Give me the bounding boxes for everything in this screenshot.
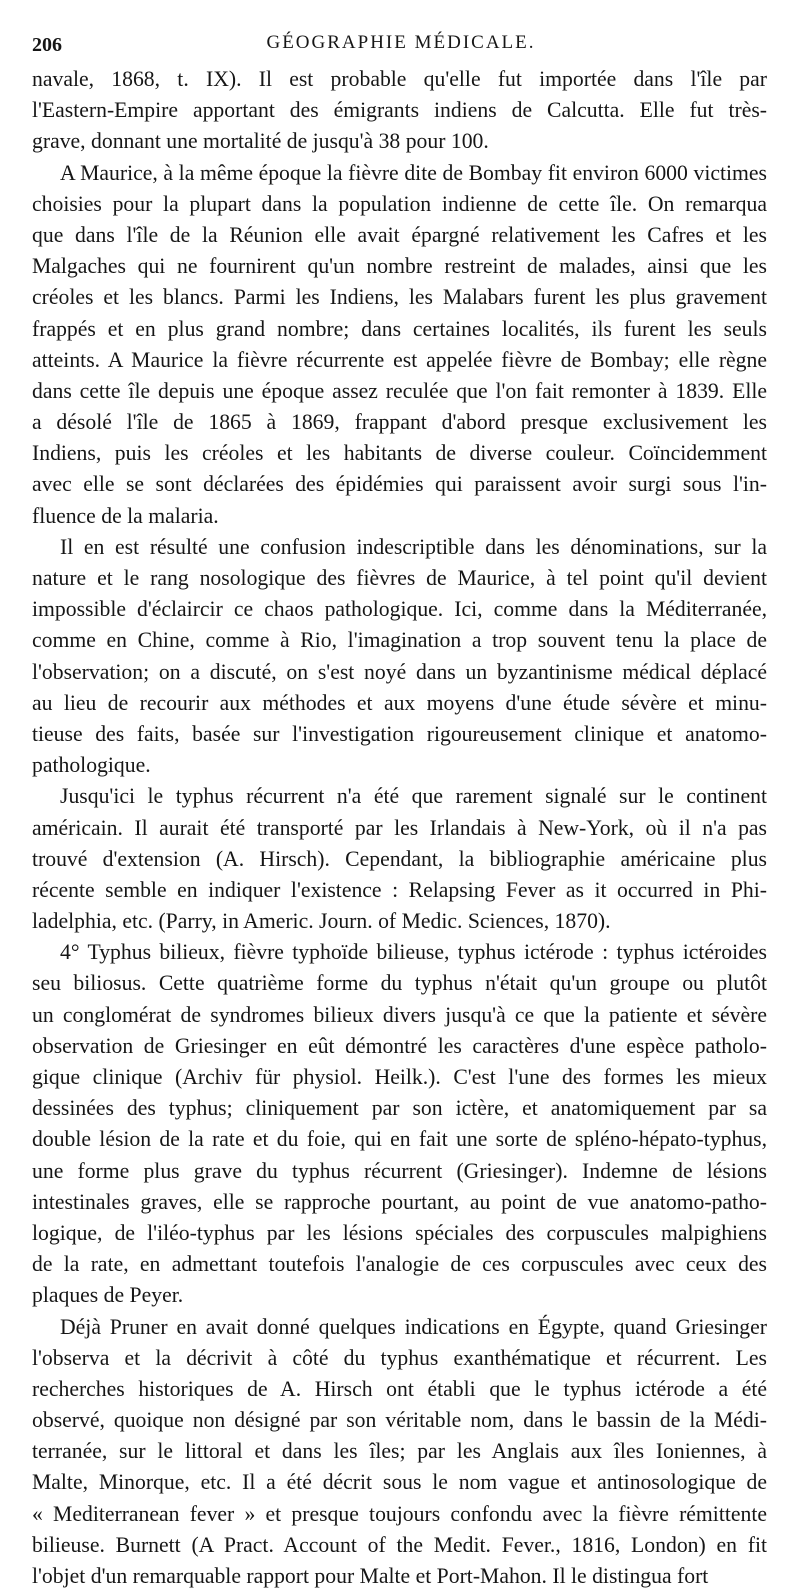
text-line: Malgaches qui ne fournirent qu'un nombre restreint de malades, ainsi que les xyxy=(32,251,767,282)
text-line: américain. Il aurait été transporté par les Irlandais à New-York, où il n'a pas xyxy=(32,813,767,844)
paragraph xyxy=(32,781,767,937)
text-line: Jusqu'ici le typhus récurrent n'a été que rarement signalé sur le continent xyxy=(32,781,767,812)
text-line: navale, 1868, t. IX). Il est probable qu'elle fut importée dans l'île par xyxy=(32,64,767,95)
text-line: un conglomérat de syndromes bilieux divers jusqu'à ce que la patiente et sévère xyxy=(32,1000,767,1031)
paragraph xyxy=(32,158,767,532)
text-line: trouvé d'extension (A. Hirsch). Cependant, la bibliographie américaine plus xyxy=(32,844,767,875)
text-line: l'objet d'un remarquable rapport pour Malte et Port-Mahon. Il le distingua fort xyxy=(32,1561,767,1592)
paragraph xyxy=(32,64,767,158)
text-line: dessinées des typhus; cliniquement par son ictère, et anatomiquement par sa xyxy=(32,1093,767,1124)
text-line: observation de Griesinger en eût démontré les caractères d'une espèce patholo- xyxy=(32,1031,767,1062)
text-line: bilieuse. Burnett (A Pract. Account of the Medit. Fever., 1816, London) en fit xyxy=(32,1530,767,1561)
text-line: créoles et les blancs. Parmi les Indiens, les Malabars furent les plus gravement xyxy=(32,282,767,313)
text-line: grave, donnant une mortalité de jusqu'à 38 pour 100. xyxy=(32,126,767,157)
text-line: choisies pour la plupart dans la population indienne de cette île. On remarqua xyxy=(32,189,767,220)
text-line: ladelphia, etc. (Parry, in Americ. Journ. of Medic. Sciences, 1870). xyxy=(32,906,767,937)
page-number: 206 xyxy=(32,34,62,57)
text-line: atteints. A Maurice la fièvre récurrente est appelée fièvre de Bombay; elle règne xyxy=(32,345,767,376)
text-line: Malte, Minorque, etc. Il a été décrit sous le nom vague et antinosologique de xyxy=(32,1467,767,1498)
running-title: GÉOGRAPHIE MÉDICALE. xyxy=(32,32,770,54)
text-line: impossible d'éclaircir ce chaos pathologique. Ici, comme dans la Méditerranée, xyxy=(32,594,767,625)
text-line: une forme plus grave du typhus récurrent (Griesinger). Indemne de lésions xyxy=(32,1156,767,1187)
text-line: fluence de la malaria. xyxy=(32,501,767,532)
text-line: intestinales graves, elle se rapproche pourtant, au point de vue anatomo-patho- xyxy=(32,1187,767,1218)
paragraph xyxy=(32,532,767,782)
paragraph xyxy=(32,937,767,1311)
text-line: l'Eastern-Empire apportant des émigrants indiens de Calcutta. Elle fut très- xyxy=(32,95,767,126)
text-line: de la rate, en admettant toutefois l'analogie de ces corpuscules avec ceux des xyxy=(32,1249,767,1280)
text-line: double lésion de la rate et du foie, qui en fait une sorte de spléno-hépato-typhus, xyxy=(32,1124,767,1155)
text-line: l'observation; on a discuté, on s'est noyé dans un byzantinisme médical déplacé xyxy=(32,657,767,688)
paragraph xyxy=(32,1312,767,1592)
text-line: tieuse des faits, basée sur l'investigation rigoureusement clinique et anatomo- xyxy=(32,719,767,750)
text-line: dans cette île depuis une époque assez reculée que l'on fait remonter à 1839. Elle xyxy=(32,376,767,407)
text-line: « Mediterranean fever » et presque toujours confondu avec la fièvre rémittente xyxy=(32,1499,767,1530)
text-line: avec elle se sont déclarées des épidémies qui paraissent avoir surgi sous l'in- xyxy=(32,469,767,500)
text-line: recherches historiques de A. Hirsch ont établi que le typhus ictérode a été xyxy=(32,1374,767,1405)
text-line: que dans l'île de la Réunion elle avait épargné relativement les Cafres et les xyxy=(32,220,767,251)
text-line: frappés et en plus grand nombre; dans certaines localités, ils furent les seuls xyxy=(32,314,767,345)
page-header xyxy=(32,30,770,64)
text-line: terranée, sur le littoral et dans les îles; par les Anglais aux îles Ioniennes, à xyxy=(32,1436,767,1467)
text-line: nature et le rang nosologique des fièvres de Maurice, à tel point qu'il devient xyxy=(32,563,767,594)
text-line: récente semble en indiquer l'existence : Relapsing Fever as it occurred in Phi- xyxy=(32,875,767,906)
body-text xyxy=(32,64,767,1592)
text-line: 4° Typhus bilieux, fièvre typhoïde bilieuse, typhus ictérode : typhus ictéroides xyxy=(32,937,767,968)
text-line: Il en est résulté une confusion indescriptible dans les dénominations, sur la xyxy=(32,532,767,563)
text-line: seu biliosus. Cette quatrième forme du typhus n'était qu'un groupe ou plutôt xyxy=(32,968,767,999)
text-line: a désolé l'île de 1865 à 1869, frappant d'abord presque exclusivement les xyxy=(32,407,767,438)
text-line: au lieu de recourir aux méthodes et aux moyens d'une étude sévère et minu- xyxy=(32,688,767,719)
text-line: plaques de Peyer. xyxy=(32,1280,767,1311)
text-line: Indiens, puis les créoles et les habitants de diverse couleur. Coïncidemment xyxy=(32,438,767,469)
text-line: logique, de l'iléo-typhus par les lésions spéciales des corpuscules malpighiens xyxy=(32,1218,767,1249)
text-line: A Maurice, à la même époque la fièvre dite de Bombay fit environ 6000 victimes xyxy=(32,158,767,189)
text-line: gique clinique (Archiv für physiol. Heilk.). C'est l'une des formes les mieux xyxy=(32,1062,767,1093)
text-line: l'observa et la décrivit à côté du typhus exanthématique et récurrent. Les xyxy=(32,1343,767,1374)
text-line: comme en Chine, comme à Rio, l'imagination a trop souvent tenu la place de xyxy=(32,625,767,656)
text-line: observé, quoique non désigné par son véritable nom, dans le bassin de la Médi- xyxy=(32,1405,767,1436)
text-line: Déjà Pruner en avait donné quelques indications en Égypte, quand Griesinger xyxy=(32,1312,767,1343)
text-line: pathologique. xyxy=(32,750,767,781)
